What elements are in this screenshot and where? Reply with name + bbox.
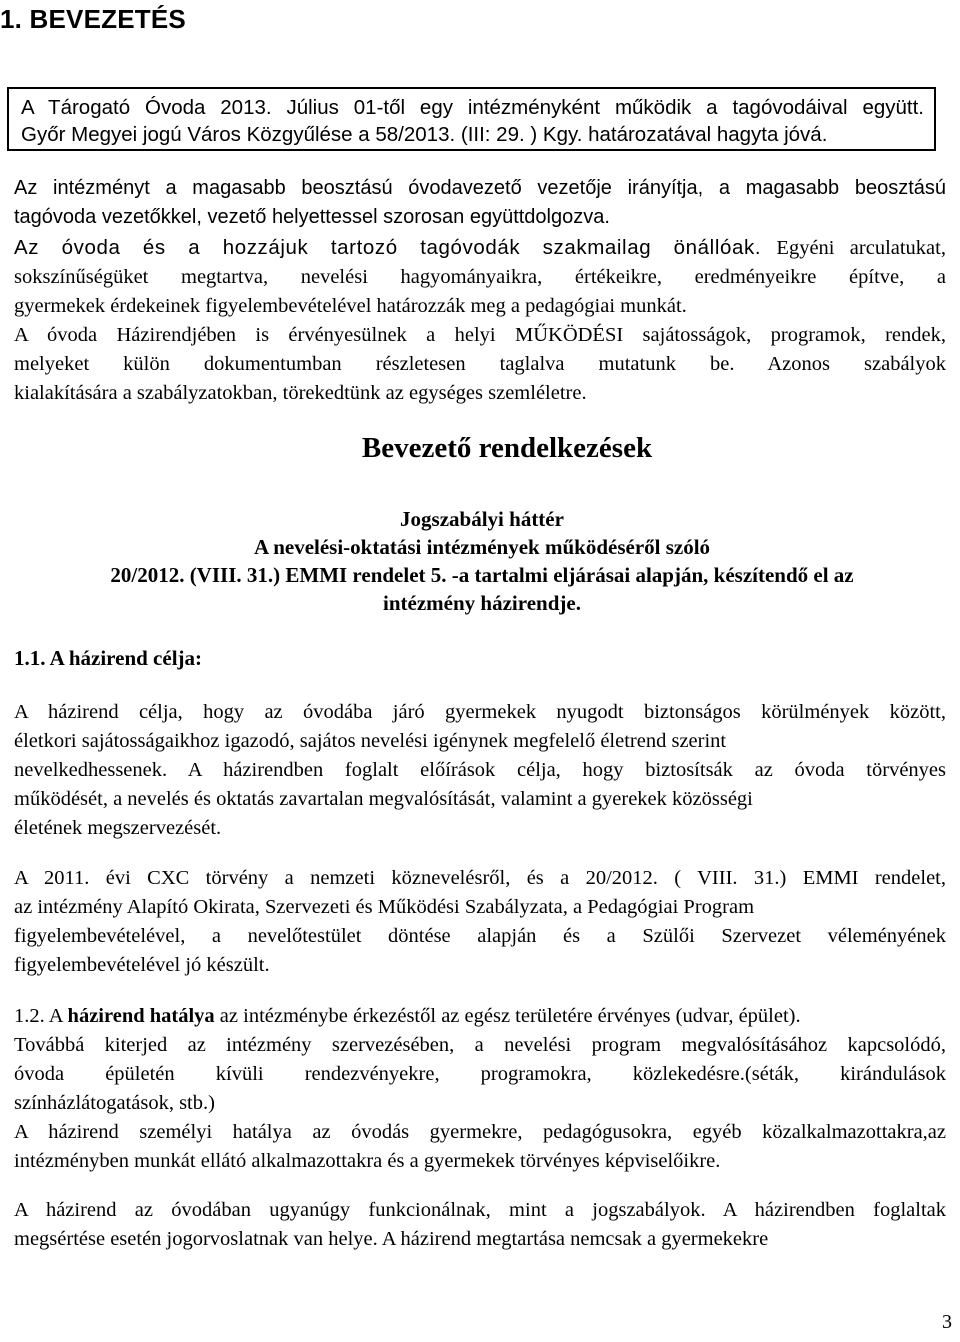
page-heading: 1. BEVEZETÉS	[0, 4, 186, 34]
intro-paragraph	[14, 174, 946, 232]
purpose-paragraph	[14, 698, 946, 843]
closing-paragraph	[14, 1196, 946, 1254]
legal-heading: Jogszabályi háttér	[400, 507, 564, 531]
purpose-line: A házirend célja, hogy az óvodába járó gyermekek nyugodt biztonságos körülmények között,	[14, 701, 946, 723]
law-line: figyelembevételével, a nevelőtestület döntése alapján és a Szülői Szervezet véleményének	[14, 925, 946, 947]
scope-line: intézményben munkát ellátó alkalmazottakra és a gyermekek törvényes képviselőikre.	[14, 1150, 721, 1172]
notice-line-1: A Tárogató Óvoda 2013. Július 01-től egy intézményként működik a tagóvodáival együtt.	[21, 96, 924, 119]
scope-line: 1.2. A házirend hatálya az intézménybe érkezéstől az egész területére érvényes (udvar, épület).	[14, 1005, 801, 1027]
intro-line: sokszínűségüket megtartva, nevelési hagyományaikra, értékeikre, eredményeikre építve, a	[14, 266, 946, 288]
legal-line: A nevelési-oktatási intézmények működéséről szóló	[253, 535, 711, 559]
closing-line: A házirend az óvodában ugyanúgy funkcionálnak, mint a jogszabályok. A házirendben foglaltak	[14, 1199, 946, 1221]
law-line: az intézmény Alapító Okirata, Szervezeti és Működési Szabályzata, a Pedagógiai Program	[14, 896, 755, 918]
scope-line: színházlátogatások, stb.)	[14, 1092, 215, 1114]
intro-line: gyermekek érdekeinek figyelembevételével határozzák meg a pedagógiai munkát.	[14, 295, 687, 317]
intro-paragraph-2	[14, 233, 946, 408]
scope-paragraph	[14, 1002, 946, 1176]
law-paragraph	[14, 864, 946, 980]
intro-line: melyeket külön dokumentumban részletesen taglalva mutatunk be. Azonos szabályok	[14, 353, 946, 375]
closing-line: megsértése esetén jogorvoslatnak van helye. A házirend megtartása nemcsak a gyermekekre	[14, 1228, 769, 1250]
purpose-line: életkori sajátosságaikhoz igazodó, sajátos nevelési igénynek megfelelő életrend szerint	[14, 730, 727, 752]
scope-bold-term: házirend hatálya	[67, 1005, 215, 1027]
purpose-line: működését, a nevelés és oktatás zavartalan megvalósítását, valamint a gyerekek közösségi	[14, 788, 753, 810]
intro-line: kialakítására a szabályzatokban, törekedtünk az egységes szemléletre.	[14, 382, 587, 404]
intro-line: Az intézményt a magasabb beosztású óvodavezető vezetője irányítja, a magasabb beosztású	[14, 177, 946, 199]
page-number: 3	[942, 1311, 952, 1333]
scope-line: Továbbá kiterjed az intézmény szervezésében, a nevelési program megvalósításához kapcsolódó,	[14, 1034, 946, 1056]
purpose-line: nevelkedhessenek. A házirendben foglalt előírások célja, hogy biztosítsák az óvoda törvényes	[14, 759, 946, 781]
scope-line: óvoda épületén kívüli rendezvényekre, programokra, közlekedésre.(séták, kirándulások	[14, 1063, 946, 1085]
scope-line: A házirend személyi hatálya az óvodás gyermekre, pedagógusokra, egyéb közalkalmazottakra,az	[14, 1121, 946, 1143]
section-title: Bevezető rendelkezések	[361, 432, 653, 464]
legal-line: intézmény házirendje.	[383, 591, 581, 615]
intro-line: Az óvoda és a hozzájuk tartozó tagóvodák szakmailag önállóak. Egyéni arculatukat,	[14, 236, 946, 259]
intro-line: tagóvoda vezetőkkel, vezető helyettessel szorosan együttdolgozva.	[14, 206, 610, 228]
sub-heading: 1.1. A házirend célja:	[14, 646, 203, 670]
law-line: figyelembevételével jó készült.	[14, 954, 270, 976]
notice-line-2: Győr Megyei jogú Város Közgyűlése a 58/2013. (III: 29. ) Kgy. határozatával hagyta jóvá.	[21, 123, 828, 146]
bordered-notice	[7, 87, 936, 151]
purpose-line: életének megszervezését.	[14, 817, 222, 839]
intro-line: A óvoda Házirendjében is érvényesülnek a helyi MŰKÖDÉSI sajátosságok, programok, rendek,	[14, 324, 946, 346]
law-line: A 2011. évi CXC törvény a nemzeti köznevelésről, és a 20/2012. ( VIII. 31.) EMMI rendelet,	[14, 867, 946, 889]
legal-line: 20/2012. (VIII. 31.) EMMI rendelet 5. -a tartalmi eljárásai alapján, készítendő el az	[110, 563, 854, 587]
